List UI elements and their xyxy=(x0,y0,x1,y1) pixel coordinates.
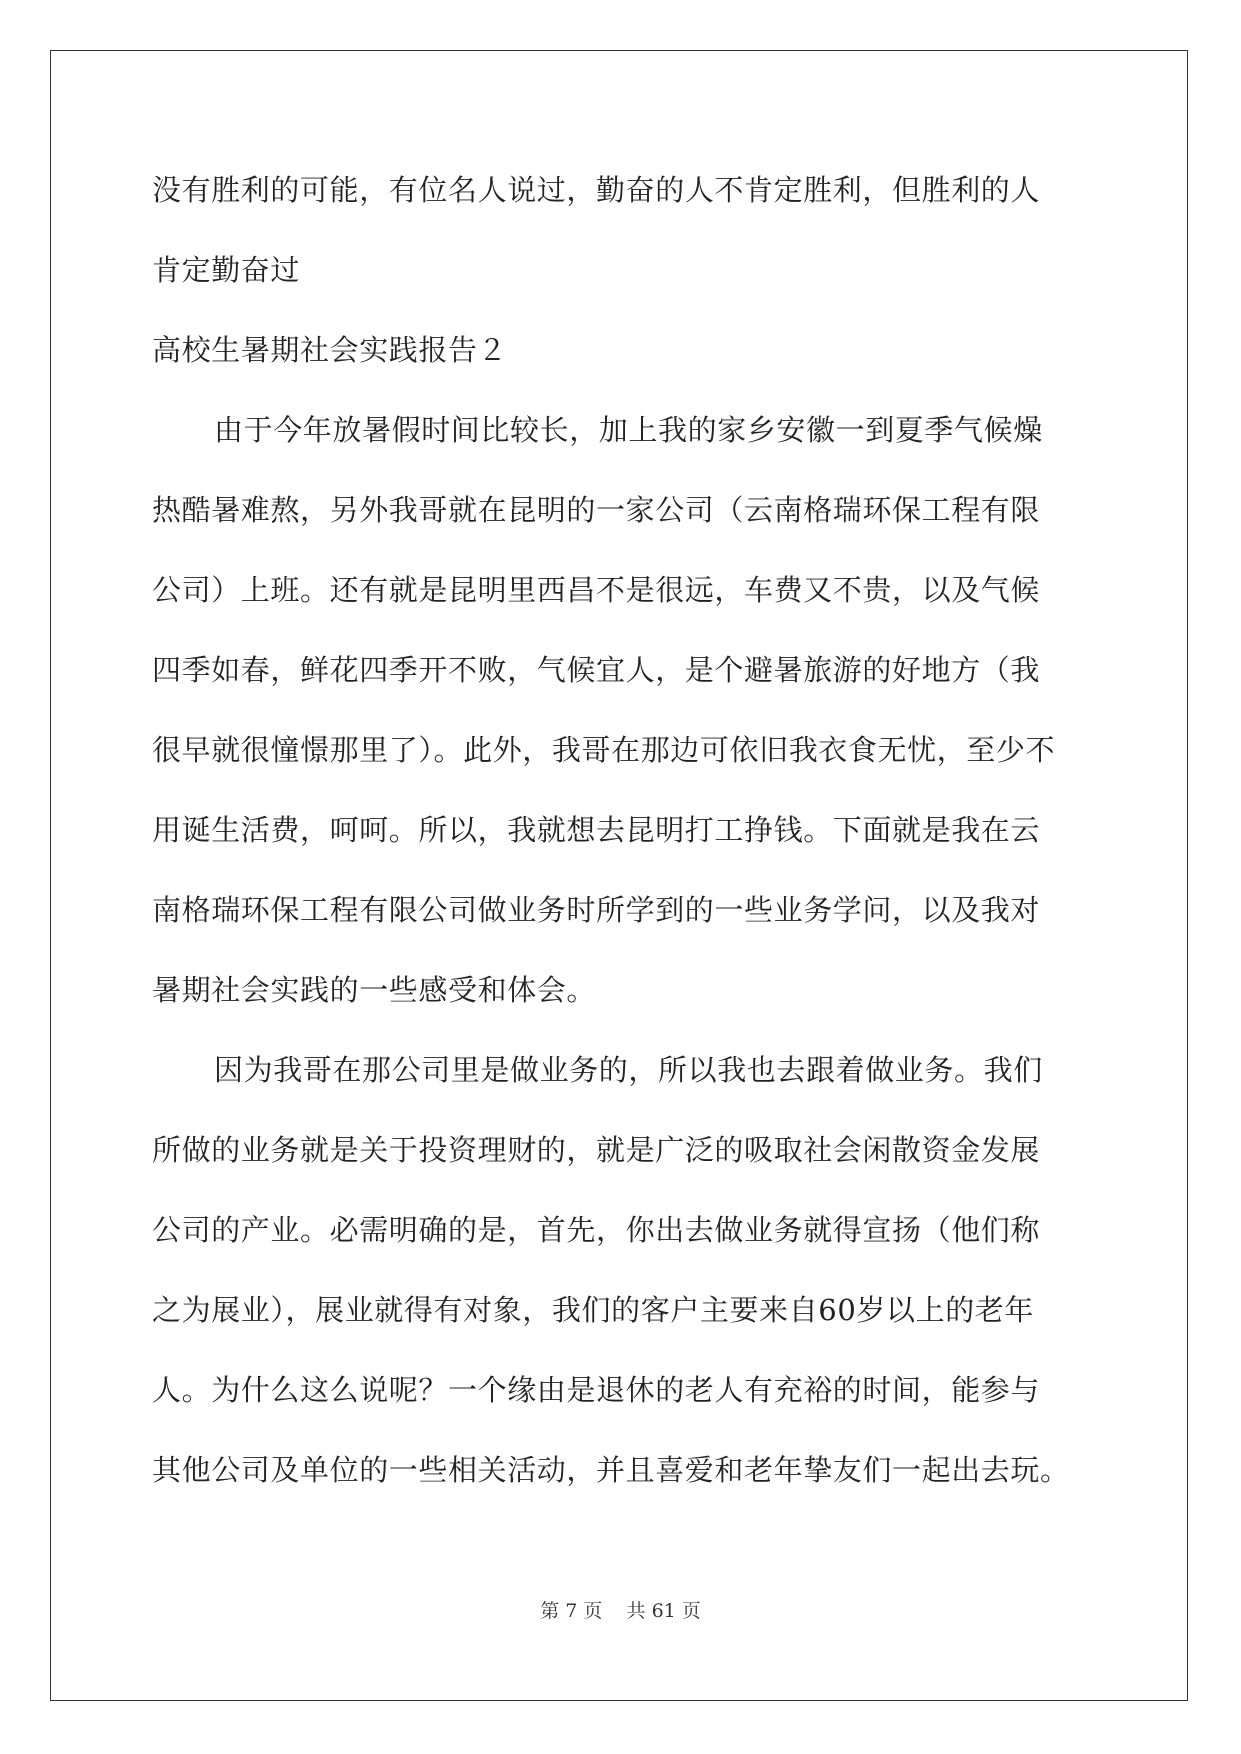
text-line: 其他公司及单位的一些相关活动，并且喜爱和老年挚友们一起出去玩。 xyxy=(152,1453,1070,1487)
paragraph-first-line: 由于今年放暑假时间比较长，加上我的家乡安徽一到夏季气候燥 xyxy=(214,413,1043,447)
text-line: 所做的业务就是关于投资理财的，就是广泛的吸取社会闲散资金发展 xyxy=(152,1133,1041,1167)
text-line: 公司的产业。必需明确的是，首先，你出去做业务就得宣扬（他们称 xyxy=(152,1213,1041,1247)
section-heading: 高校生暑期社会实践报告２ xyxy=(152,333,508,367)
text-line: 之为展业），展业就得有对象，我们的客户主要来自60岁以上的老年 xyxy=(152,1293,1035,1327)
text-line: 肯定勤奋过 xyxy=(152,253,301,287)
text-line: 四季如春，鲜花四季开不败，气候宜人，是个避暑旅游的好地方（我 xyxy=(152,653,1041,687)
text-line: 很早就很憧憬那里了）。此外，我哥在那边可依旧我衣食无忧，至少不 xyxy=(152,733,1056,767)
document-body xyxy=(152,150,1087,1510)
paragraph-first-line: 因为我哥在那公司里是做业务的，所以我也去跟着做业务。我们 xyxy=(214,1053,1043,1087)
text-line: 热酷暑难熬，另外我哥就在昆明的一家公司（云南格瑞环保工程有限 xyxy=(152,493,1041,527)
text-line: 用诞生活费，呵呵。所以，我就想去昆明打工挣钱。下面就是我在云 xyxy=(152,813,1041,847)
text-line: 没有胜利的可能，有位名人说过，勤奋的人不肯定胜利，但胜利的人 xyxy=(152,173,1041,207)
text-line: 南格瑞环保工程有限公司做业务时所学到的一些业务学问，以及我对 xyxy=(152,893,1041,927)
text-line: 人。为什么这么说呢？一个缘由是退休的老人有充裕的时间，能参与 xyxy=(152,1373,1041,1407)
page-number-footer: 第 7 页 共 61 页 xyxy=(540,1600,701,1622)
text-line: 暑期社会实践的一些感受和体会。 xyxy=(152,973,597,1007)
text-line: 公司）上班。还有就是昆明里西昌不是很远，车费又不贵，以及气候 xyxy=(152,573,1041,607)
